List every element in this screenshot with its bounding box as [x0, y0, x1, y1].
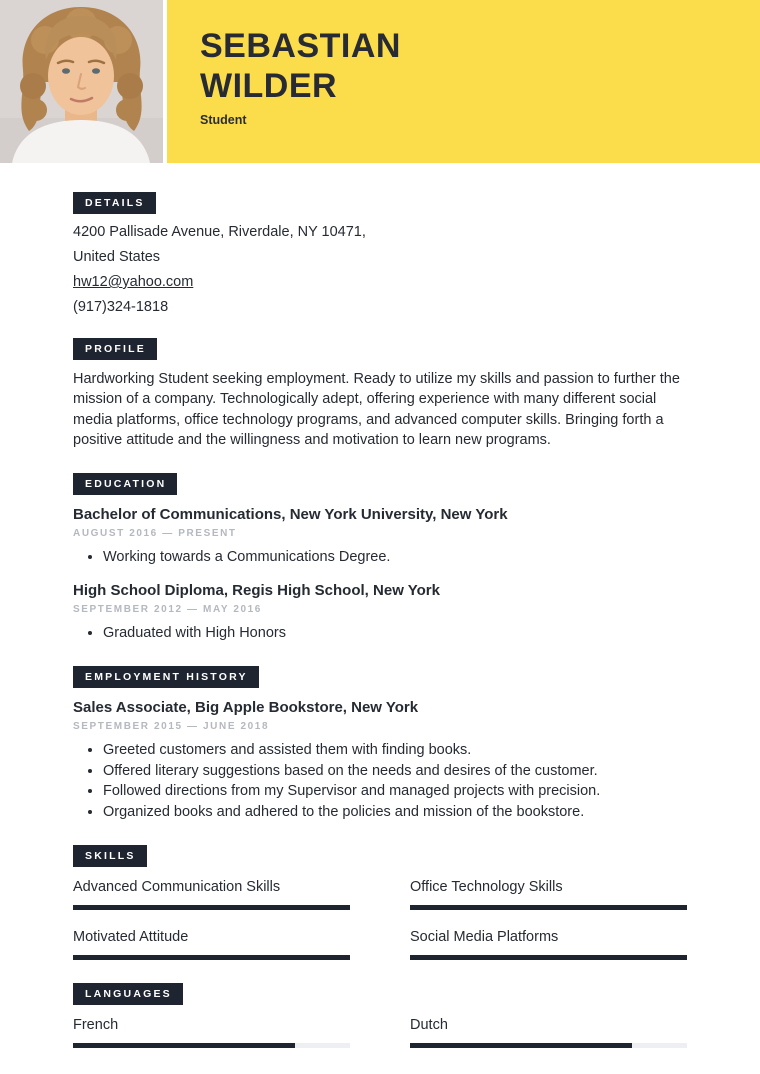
education-entry — [73, 581, 687, 644]
language-name: Dutch — [410, 1017, 448, 1034]
skill-item — [410, 879, 687, 910]
skill-item — [410, 929, 687, 960]
employment-dates: SEPTEMBER 2015 — JUNE 2018 — [73, 721, 270, 733]
employment-heading: EMPLOYMENT HISTORY — [73, 666, 259, 688]
language-bar-fill — [73, 1043, 295, 1048]
education-bullet-list — [73, 623, 687, 644]
section-languages — [73, 983, 687, 1048]
language-bar — [73, 1043, 350, 1048]
education-degree: Bachelor of Communications, New York University, New York — [73, 506, 508, 524]
education-degree: High School Diploma, Regis High School, New York — [73, 581, 440, 599]
list-item: • Greeted customers and assisted them with finding books. — [103, 740, 687, 761]
education-dates: AUGUST 2016 — PRESENT — [73, 528, 237, 540]
list-item: • Organized books and adhered to the policies and mission of the bookstore. — [103, 802, 687, 823]
profile-text: Hardworking Student seeking employment. Ready to utilize my skills and passion to further the mission of a company. Technologically adept, offering experience with many different social media platforms, office technology programs, and advanced computer skills. Bringing forth a positive attitude and the willingness and motivation to learn new programs. — [73, 371, 680, 448]
employment-job-title: Sales Associate, Big Apple Bookstore, New York — [73, 699, 419, 717]
education-entry — [73, 505, 687, 568]
candidate-name: SEBASTIAN WILDER — [200, 27, 401, 105]
language-name: French — [73, 1017, 119, 1034]
skill-item — [73, 879, 350, 910]
skill-name: Advanced Communication Skills — [73, 879, 281, 896]
email-link[interactable]: hw12@yahoo.com — [73, 274, 194, 290]
skill-bar — [410, 955, 687, 960]
skill-bar-fill — [410, 905, 687, 910]
skill-bar — [410, 905, 687, 910]
skills-grid — [73, 879, 687, 960]
skill-bar-fill — [73, 955, 350, 960]
section-education — [73, 473, 687, 643]
education-dates: SEPTEMBER 2012 — MAY 2016 — [73, 603, 262, 615]
skill-bar — [73, 905, 350, 910]
address-line-1: 4200 Pallisade Avenue, Riverdale, NY 10471, — [73, 224, 366, 240]
skill-bar — [73, 955, 350, 960]
language-item — [410, 1017, 687, 1048]
languages-grid — [73, 1017, 687, 1048]
languages-heading: LANGUAGES — [73, 983, 183, 1005]
profile-heading: PROFILE — [73, 338, 157, 360]
section-profile — [73, 338, 687, 450]
employment-bullet-list — [73, 740, 687, 822]
skill-bar-fill — [410, 955, 687, 960]
details-heading: DETAILS — [73, 192, 156, 214]
skill-bar-fill — [73, 905, 350, 910]
language-item — [73, 1017, 350, 1048]
resume-body — [0, 163, 760, 1048]
address-line-2: United States — [73, 249, 161, 265]
education-heading: EDUCATION — [73, 473, 177, 495]
skills-heading: SKILLS — [73, 845, 147, 867]
skill-name: Office Technology Skills — [410, 879, 563, 896]
phone-number: (917)324-1818 — [73, 299, 169, 315]
skill-name: Social Media Platforms — [410, 929, 559, 946]
skill-name: Motivated Attitude — [73, 929, 189, 946]
list-item: • Graduated with High Honors — [103, 623, 687, 644]
section-skills — [73, 845, 687, 960]
candidate-job-title: Student — [200, 113, 247, 127]
employment-entry — [73, 698, 687, 822]
list-item: • Offered literary suggestions based on the needs and desires of the customer. — [103, 761, 687, 782]
skill-item — [73, 929, 350, 960]
header-band — [167, 0, 760, 163]
list-item: • Followed directions from my Supervisor and managed projects with precision. — [103, 781, 687, 802]
section-employment — [73, 666, 687, 822]
resume-header — [0, 0, 760, 163]
language-bar — [410, 1043, 687, 1048]
profile-photo — [0, 0, 163, 163]
list-item: • Working towards a Communications Degree. — [103, 547, 687, 568]
portrait-illustration — [0, 0, 163, 163]
section-details — [73, 192, 687, 315]
education-bullet-list — [73, 547, 687, 568]
language-bar-fill — [410, 1043, 632, 1048]
